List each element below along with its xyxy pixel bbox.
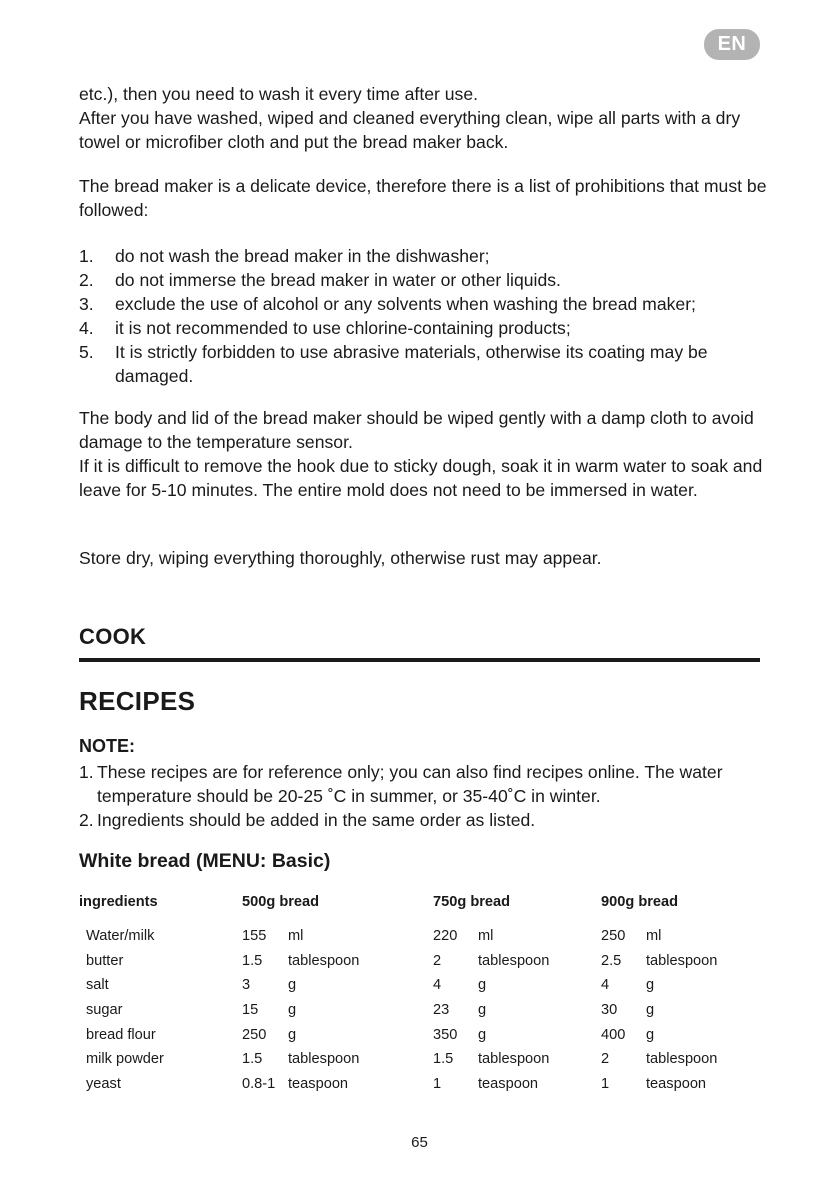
list-item-text: Ingredients should be added in the same order as listed. [97, 810, 536, 830]
column-header-750g: 750g bread [433, 894, 511, 910]
cell-ingredient: bread flour [86, 1026, 156, 1043]
section-divider [79, 658, 760, 662]
cell-ingredient: Water/milk [86, 928, 155, 945]
cell-quantity: 23 [433, 1002, 450, 1019]
list-item [79, 268, 769, 292]
list-item-number: 1. [79, 762, 94, 782]
cell-unit: teaspoon [288, 1075, 349, 1092]
list-item-text: do not immerse the bread maker in water or other liquids. [115, 270, 561, 290]
list-item-number: 5. [79, 342, 94, 362]
table-row [79, 1047, 739, 1072]
cell-quantity: 2 [433, 952, 442, 969]
list-item-number: 2. [79, 810, 94, 830]
cell-quantity: 2.5 [601, 952, 622, 969]
cell-quantity: 1 [433, 1075, 442, 1092]
cell-quantity: 400 [601, 1026, 626, 1043]
paragraph-body-and-hook [79, 406, 769, 502]
cell-quantity: 220 [433, 928, 458, 945]
cell-unit: g [646, 977, 655, 994]
cell-quantity: 155 [242, 928, 267, 945]
list-item [79, 760, 769, 808]
cell-unit: tablespoon [646, 952, 718, 969]
list-item-number: 3. [79, 294, 94, 314]
column-header-900g: 900g bread [601, 894, 679, 910]
cell-quantity: 2 [601, 1051, 610, 1068]
recipe-table [79, 888, 739, 1096]
section-heading-recipes: RECIPES [79, 686, 196, 716]
cell-ingredient: yeast [86, 1075, 121, 1092]
list-item-text: These recipes are for reference only; you can also find recipes online. The water temperature should be 20-25 ˚C in summer, or 35-40˚C in winter. [97, 762, 723, 806]
column-header-ingredients: ingredients [79, 894, 158, 910]
list-item [79, 244, 769, 268]
paragraph-line: If it is difficult to remove the hook due to sticky dough, soak it in warm water to soak and leave for 5-10 minutes. The entire mold does not need to be immersed in water. [79, 456, 763, 500]
cell-unit: g [288, 1002, 297, 1019]
table-spacer [79, 916, 739, 924]
note-list [79, 760, 769, 832]
paragraph-line: etc.), then you need to wash it every time after use. [79, 84, 478, 104]
cell-quantity: 1 [601, 1075, 610, 1092]
cell-unit: g [478, 1002, 487, 1019]
list-item-number: 1. [79, 246, 94, 266]
cell-unit: tablespoon [478, 1051, 550, 1068]
cell-quantity: 4 [433, 977, 442, 994]
cell-unit: teaspoon [478, 1075, 539, 1092]
cell-ingredient: butter [86, 952, 124, 969]
paragraph-wash-after-use [79, 82, 769, 154]
cell-unit: ml [646, 928, 662, 945]
cell-unit: tablespoon [646, 1051, 718, 1068]
list-item-text: it is not recommended to use chlorine-containing products; [115, 318, 571, 338]
list-item [79, 316, 769, 340]
paragraph-store-dry: Store dry, wiping everything thoroughly, otherwise rust may appear. [79, 548, 602, 568]
cell-quantity: 250 [601, 928, 626, 945]
list-item [79, 340, 769, 388]
cell-quantity: 3 [242, 977, 251, 994]
cell-unit: tablespoon [288, 1051, 360, 1068]
cell-unit: g [288, 1026, 297, 1043]
cell-unit: tablespoon [288, 952, 360, 969]
cell-unit: g [478, 1026, 487, 1043]
list-item [79, 808, 769, 832]
table-row [79, 973, 739, 998]
cell-unit: ml [288, 928, 304, 945]
cell-ingredient: milk powder [86, 1051, 164, 1068]
cell-unit: g [646, 1002, 655, 1019]
table-row [79, 1022, 739, 1047]
cell-ingredient: sugar [86, 1002, 123, 1019]
cell-unit: teaspoon [646, 1075, 707, 1092]
cell-unit: g [478, 977, 487, 994]
cell-unit: g [288, 977, 297, 994]
column-header-500g: 500g bread [242, 894, 320, 910]
section-heading-cook: COOK [79, 624, 147, 649]
list-item-text: It is strictly forbidden to use abrasive materials, otherwise its coating may be damaged. [115, 342, 708, 386]
cell-unit: ml [478, 928, 494, 945]
table-row [79, 949, 739, 974]
list-item-text: do not wash the bread maker in the dishwasher; [115, 246, 490, 266]
paragraph-line: The body and lid of the bread maker should be wiped gently with a damp cloth to avoid damage to the temperature sensor. [79, 408, 754, 452]
paragraph-line: After you have washed, wiped and cleaned everything clean, wipe all parts with a dry towel or microfiber cloth and put the bread maker back. [79, 108, 741, 152]
list-item-number: 2. [79, 270, 94, 290]
table-header-row [79, 888, 739, 916]
list-item-number: 4. [79, 318, 94, 338]
cell-quantity: 1.5 [433, 1051, 454, 1068]
table-row [79, 998, 739, 1023]
page-number: 65 [411, 1134, 428, 1151]
cell-unit: tablespoon [478, 952, 550, 969]
cell-quantity: 4 [601, 977, 610, 994]
note-title: NOTE: [79, 736, 135, 756]
cell-quantity: 350 [433, 1026, 458, 1043]
cell-quantity: 1.5 [242, 1051, 263, 1068]
list-item-text: exclude the use of alcohol or any solvents when washing the bread maker; [115, 294, 696, 314]
list-item [79, 292, 769, 316]
cell-quantity: 0.8-1 [242, 1075, 276, 1092]
cell-quantity: 250 [242, 1026, 267, 1043]
cell-ingredient: salt [86, 977, 109, 994]
language-badge: EN [704, 29, 760, 60]
cell-unit: g [646, 1026, 655, 1043]
table-row [79, 924, 739, 949]
cell-quantity: 15 [242, 1002, 259, 1019]
table-row [79, 1072, 739, 1097]
prohibitions-list [79, 244, 769, 388]
recipe-title: White bread (MENU: Basic) [79, 850, 331, 872]
cell-quantity: 30 [601, 1002, 618, 1019]
paragraph-prohibitions-intro: The bread maker is a delicate device, therefore there is a list of prohibitions that must be followed: [79, 176, 767, 220]
cell-quantity: 1.5 [242, 952, 263, 969]
